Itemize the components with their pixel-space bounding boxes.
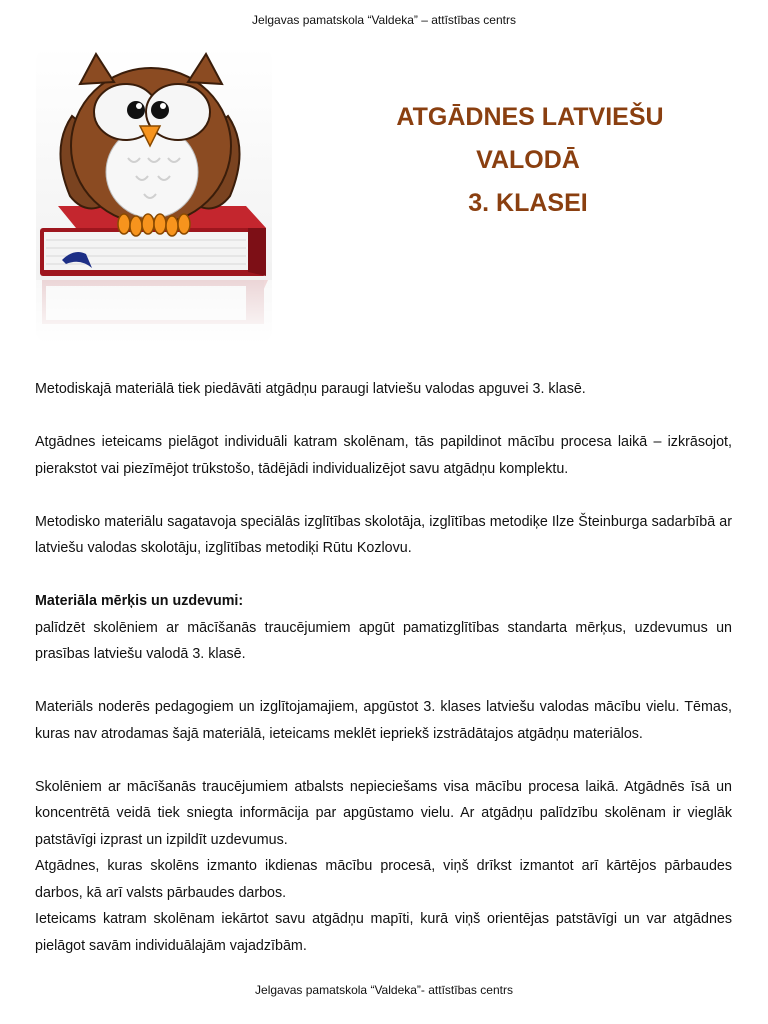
paragraph-audience: Materiāls noderēs pedagogiem un izglītojamajiem, apgūstot 3. klases latviešu valodas mācību vielu. Tēmas, kuras nav atrodamas šajā materiālā, ieteicams meklēt iepriekš izstrādātajos atgādņu materiālos. bbox=[35, 699, 732, 742]
paragraph-intro: Metodiskajā materiālā tiek piedāvāti atgādņu paraugi latviešu valodas apguvei 3. klasē. bbox=[35, 381, 586, 397]
paragraph-goal: palīdzēt skolēniem ar mācīšanās traucējumiem apgūt pamatizglītības standarta mērķus, uzdevumus un prasības latviešu valodā 3. klasē. bbox=[35, 619, 732, 662]
title-line-2: VALODĀ bbox=[476, 146, 580, 174]
page-footer: Jelgavas pamatskola “Valdeka”- attīstības centrs bbox=[255, 983, 513, 997]
document-body bbox=[35, 376, 732, 959]
paragraph-exams: Atgādnes, kuras skolēns izmanto ikdienas mācību procesā, viņš drīkst izmantot arī kārtējos pārbaudes darbos, kā arī valsts pārbaudes darbos. bbox=[35, 858, 732, 901]
paragraph-adaptation: Atgādnes ieteicams pielāgot individuāli katram skolēnam, tās papildinot mācību procesa laikā – izkrāsojot, pierakstot vai piezīmējot trūkstošo, tādējādi individualizējot savu atgādņu komplektu. bbox=[35, 434, 732, 477]
section-heading: Materiāla mērķis un uzdevumi: bbox=[35, 593, 244, 609]
paragraph-support: Skolēniem ar mācīšanās traucējumiem atbalsts nepieciešams visa mācību procesa laikā. Atgādnēs īsā un koncentrētā veidā tiek sniegta informācija par apgūstamo vielu. Ar atgādņu palīdzību skolēnam ir vieglāk patstāvīgi izprast un izpildīt uzdevumus. bbox=[35, 778, 732, 848]
page-header: Jelgavas pamatskola “Valdeka” – attīstības centrs bbox=[252, 13, 516, 27]
title-line-3: 3. KLASEI bbox=[468, 189, 588, 217]
paragraph-folder: Ieteicams katram skolēnam iekārtot savu atgādņu mapīti, kurā viņš orientējas patstāvīgi un var atgādnes pielāgot savām individuālajām vajadzībām. bbox=[35, 911, 732, 954]
document-title bbox=[330, 96, 730, 225]
owl-on-book-icon bbox=[36, 46, 272, 344]
title-line-1: ATGĀDNES LATVIEŠU bbox=[396, 103, 664, 131]
owl-illustration bbox=[36, 46, 272, 344]
paragraph-authors: Metodisko materiālu sagatavoja speciālās izglītības skolotāja, izglītības metodiķe Ilze Šteinburga sadarbībā ar latviešu valodas skolotāju, izglītības metodiķi Rūtu Kozlovu. bbox=[35, 513, 732, 556]
